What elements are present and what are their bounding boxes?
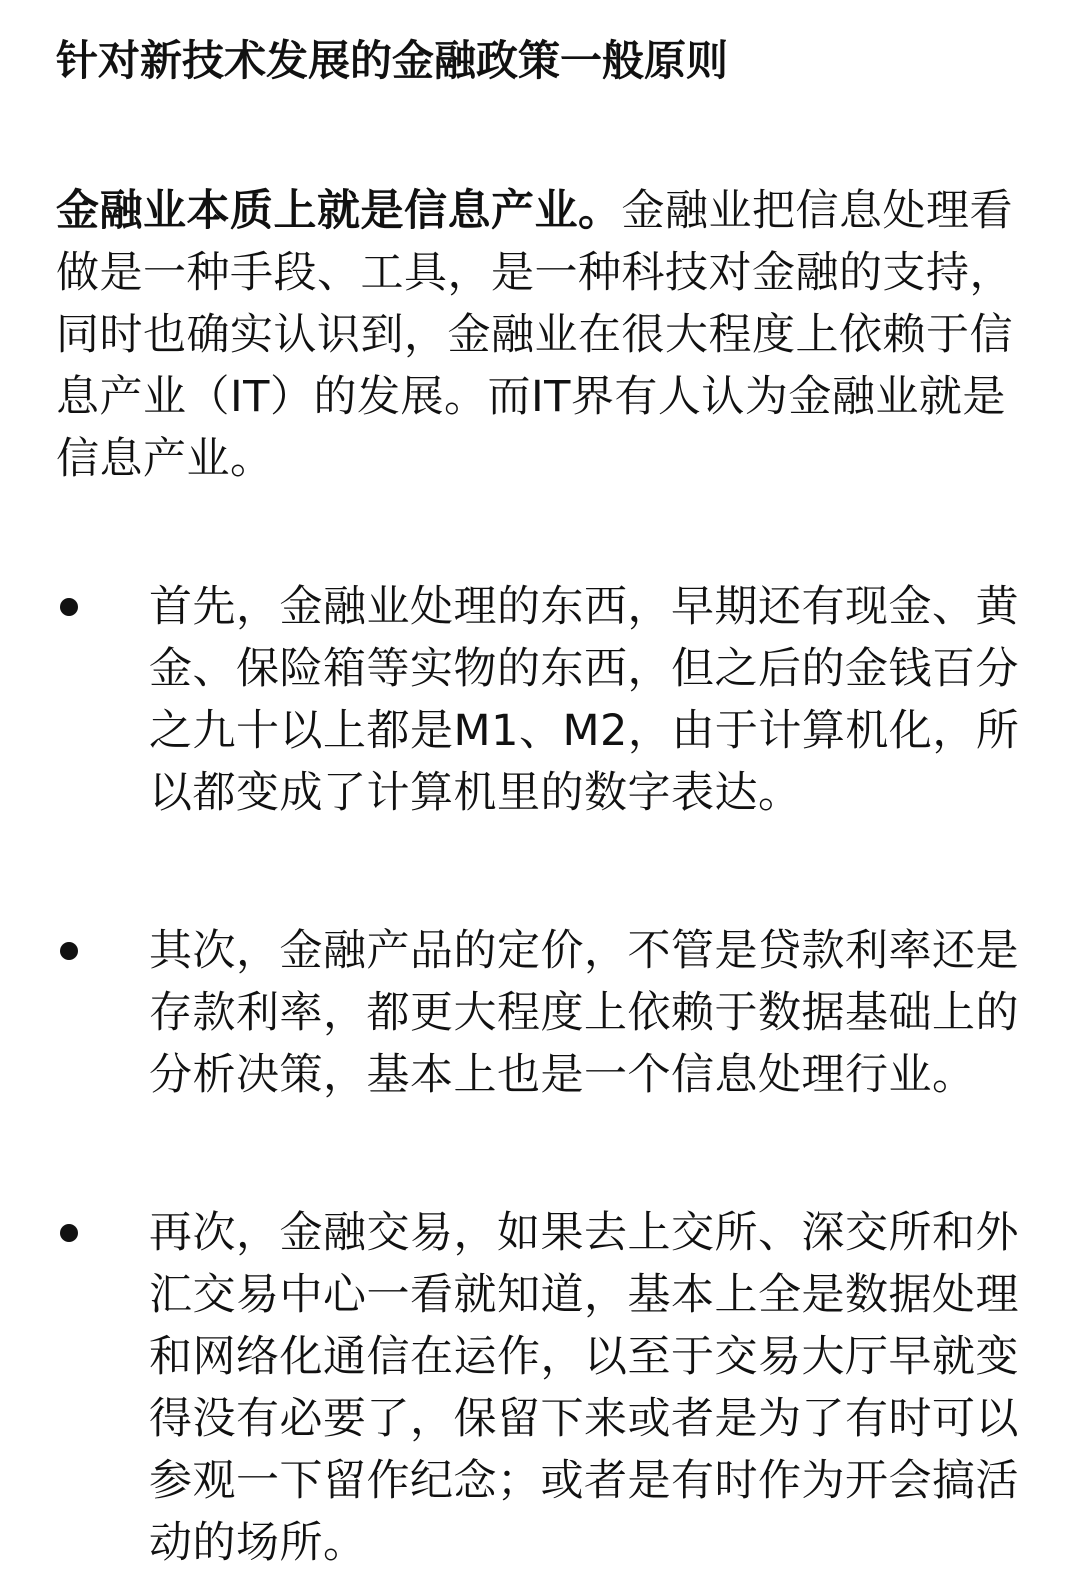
- bullet-text: 再次，金融交易，如果去上交所、深交所和外汇交易中心一看就知道，基本上全是数据处理和网络化通信在运作，以至于交易大厅早就变得没有必要了，保留下来或者是为了有时可以参观一下留作纪念；或者是有时作为开会搞活动的场所。: [149, 1208, 1019, 1568]
- page-title: 针对新技术发展的金融政策一般原则: [56, 36, 729, 85]
- lead-body-text: 金融业把信息处理看做是一种手段、工具，是一种科技对金融的支持，同时也确实认识到，金融业在很大程度上依赖于信息产业（IT）的发展。而IT界有人认为金融业就是信息产业。: [56, 186, 1013, 484]
- bullet-dot-icon: [60, 598, 78, 616]
- bullet-dot-icon: [60, 942, 78, 960]
- bullet-item: [56, 920, 1032, 1106]
- bullet-dot-icon: [60, 1224, 78, 1242]
- lead-bold-sentence: 金融业本质上就是信息产业。: [56, 186, 622, 236]
- bullet-item: [56, 576, 1032, 824]
- bullet-text: 首先，金融业处理的东西，早期还有现金、黄金、保险箱等实物的东西，但之后的金钱百分之九十以上都是M1、M2，由于计算机化，所以都变成了计算机里的数字表达。: [149, 582, 1020, 818]
- lead-paragraph: [56, 180, 1032, 490]
- bullet-list: [56, 576, 1032, 1574]
- article: [56, 30, 1032, 1574]
- bullet-text: 其次，金融产品的定价，不管是贷款利率还是存款利率，都更大程度上依赖于数据基础上的分析决策，基本上也是一个信息处理行业。: [149, 926, 1019, 1100]
- bullet-item: [56, 1202, 1032, 1574]
